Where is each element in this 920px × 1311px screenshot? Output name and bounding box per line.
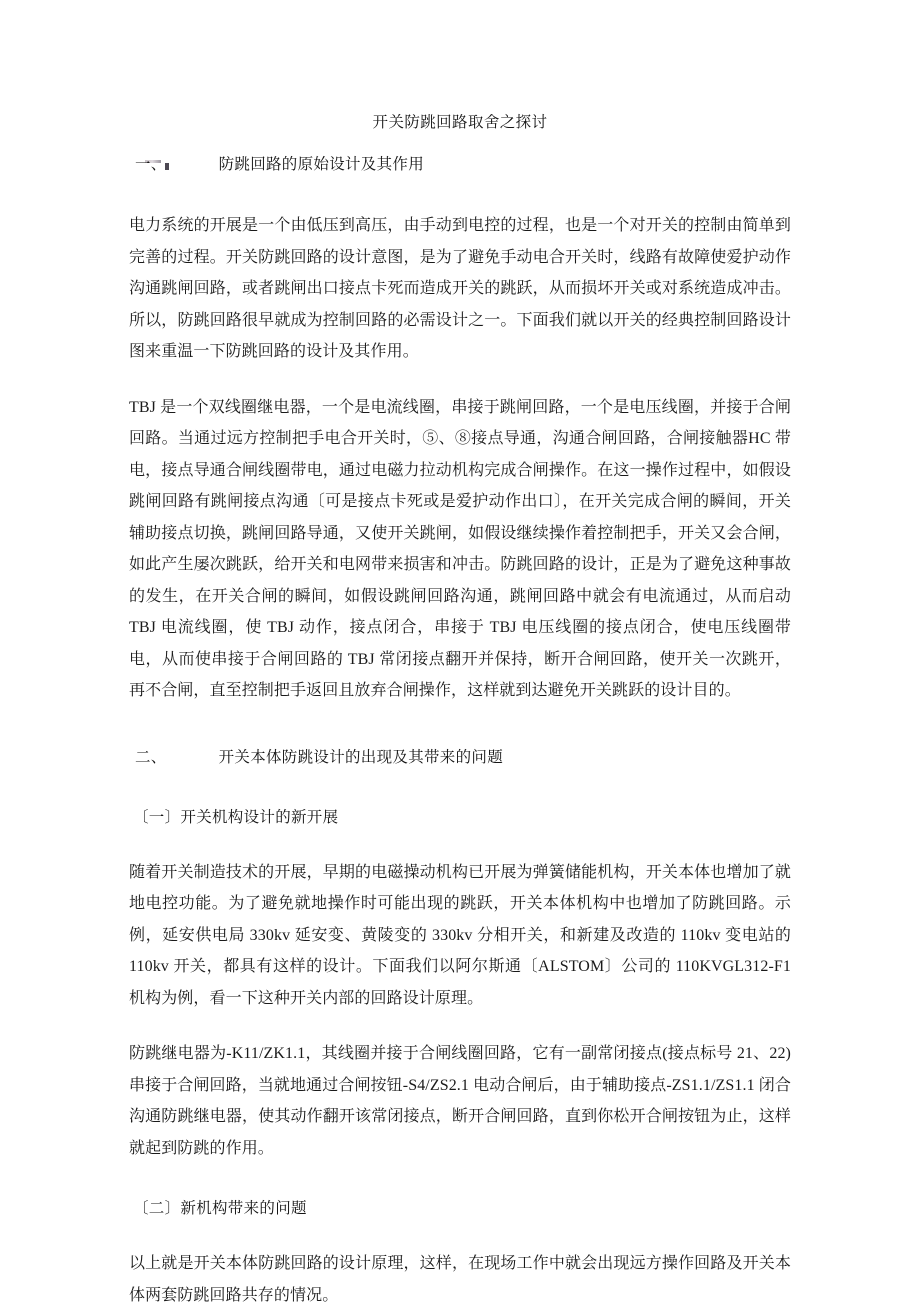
spacer bbox=[129, 1164, 791, 1194]
subsection-heading-one: 〔一〕开关机构设计的新开展 bbox=[133, 808, 339, 826]
spacer bbox=[129, 368, 791, 392]
spacer bbox=[129, 773, 791, 803]
spacer bbox=[129, 1224, 791, 1248]
paragraph-mechanism-development: 随着开关制造技术的开展，早期的电磁操动机构已开展为弹簧储能机构，开关本体也增加了就地电控功能。为了避免就地操作时可能出现的跳跃，开关本体机构中也增加了防跳回路。示例，延安供电局 330kv 延安变、黄陵变的 330kv 分相开关，和新建及改造的 110kv 变电站的 110kv 开关，都具有这样的设计。下面我们以阿尔斯通〔ALSTOM〕公司的 110KVGL312-F1 机构为例，看一下这种开关内部的回路设计原理。 bbox=[129, 863, 791, 1007]
subsection-heading-two: 〔二〕新机构带来的问题 bbox=[133, 1200, 307, 1217]
page-title: 开关防跳回路取舍之探讨 bbox=[372, 114, 548, 131]
section-number-two: 二、 bbox=[135, 748, 167, 766]
spacer bbox=[129, 833, 791, 857]
paragraph-conclusion: 以上就是开关本体防跳回路的设计原理，这样，在现场工作中就会出现远方操作回路及开关本体两套防跳回路共存的情况。 bbox=[129, 1255, 791, 1304]
document-body bbox=[129, 108, 791, 1311]
paragraph-relay-designations: 防跳继电器为-K11/ZK1.1，其线圈并接于合闸线圈回路，它有一副常闭接点(接点标号 21、22)串接于合闸回路，当就地通过合闸按钮-S4/ZS2.1 电动合闸后，由于辅助接点-ZS1.1/ZS1.1 闭合沟通防跳继电器，使其动作翻开该常闭接点，断开合闸回路，直到你松开合闸按钮为止，这样就起到防跳的作用。 bbox=[129, 1045, 791, 1157]
spacer bbox=[129, 1014, 791, 1038]
spacer bbox=[129, 707, 791, 743]
section-heading-one bbox=[129, 150, 791, 180]
section-heading-two bbox=[129, 743, 791, 773]
paragraph-tbj-operation: TBJ 是一个双线圈继电器，一个是电流线圈，串接于跳闸回路，一个是电压线圈，并接于合闸回路。当通过远方控制把手电合开关时，⑤、⑧接点导通，沟通合闸回路，合闸接触器HC 带电，接点导通合闸线圈带电，通过电磁力拉动机构完成合闸操作。在这一操作过程中，如假设跳闸回路有跳闸接点沟通〔可是接点卡死或是爱护动作出口〕，在开关完成合闸的瞬间，开关辅助接点切换，跳闸回路导通，又使开关跳闸，如假设继续操作着控制把手，开关又会合闸，如此产生屡次跳跃，给开关和电网带来损害和冲击。防跳回路的设计，正是为了避免这种事故的发生，在开关合闸的瞬间，如假设跳闸回路沟通，跳闸回路中就会有电流通过，从而启动 TBJ 电流线圈，使 TBJ 动作，接点闭合，串接于 TBJ 电压线圈的接点闭合，使电压线圈带电，从而使串接于合闸回路的 TBJ 常闭接点翻开并保持，断开合闸回路，使开关一次跳开，再不合闸，直至控制把手返回且放弃合闸操作，这样就到达避免开关跳跃的设计目的。 bbox=[129, 398, 791, 699]
spacer bbox=[129, 180, 791, 210]
section-title-one: 防跳回路的原始设计及其作用 bbox=[218, 156, 425, 173]
paragraph-intro: 电力系统的开展是一个由低压到高压，由手动到电控的过程，也是一个对开关的控制由简单到完善的过程。开关防跳回路的设计意图，是为了避免手动电合开关时，线路有故障使爱护动作沟通跳闸回路，或者跳闸出口接点卡死而造成开关的跳跃，从而损坏开关或对系统造成冲击。所以，防跳回路很早就成为控制回路的必需设计之一。下面我们就以开关的经典控制回路设计图来重温一下防跳回路的设计及其作用。 bbox=[129, 217, 791, 360]
section-title-two: 开关本体防跳设计的出现及其带来的问题 bbox=[218, 748, 504, 766]
section-number-one: 一、 bbox=[135, 156, 167, 173]
